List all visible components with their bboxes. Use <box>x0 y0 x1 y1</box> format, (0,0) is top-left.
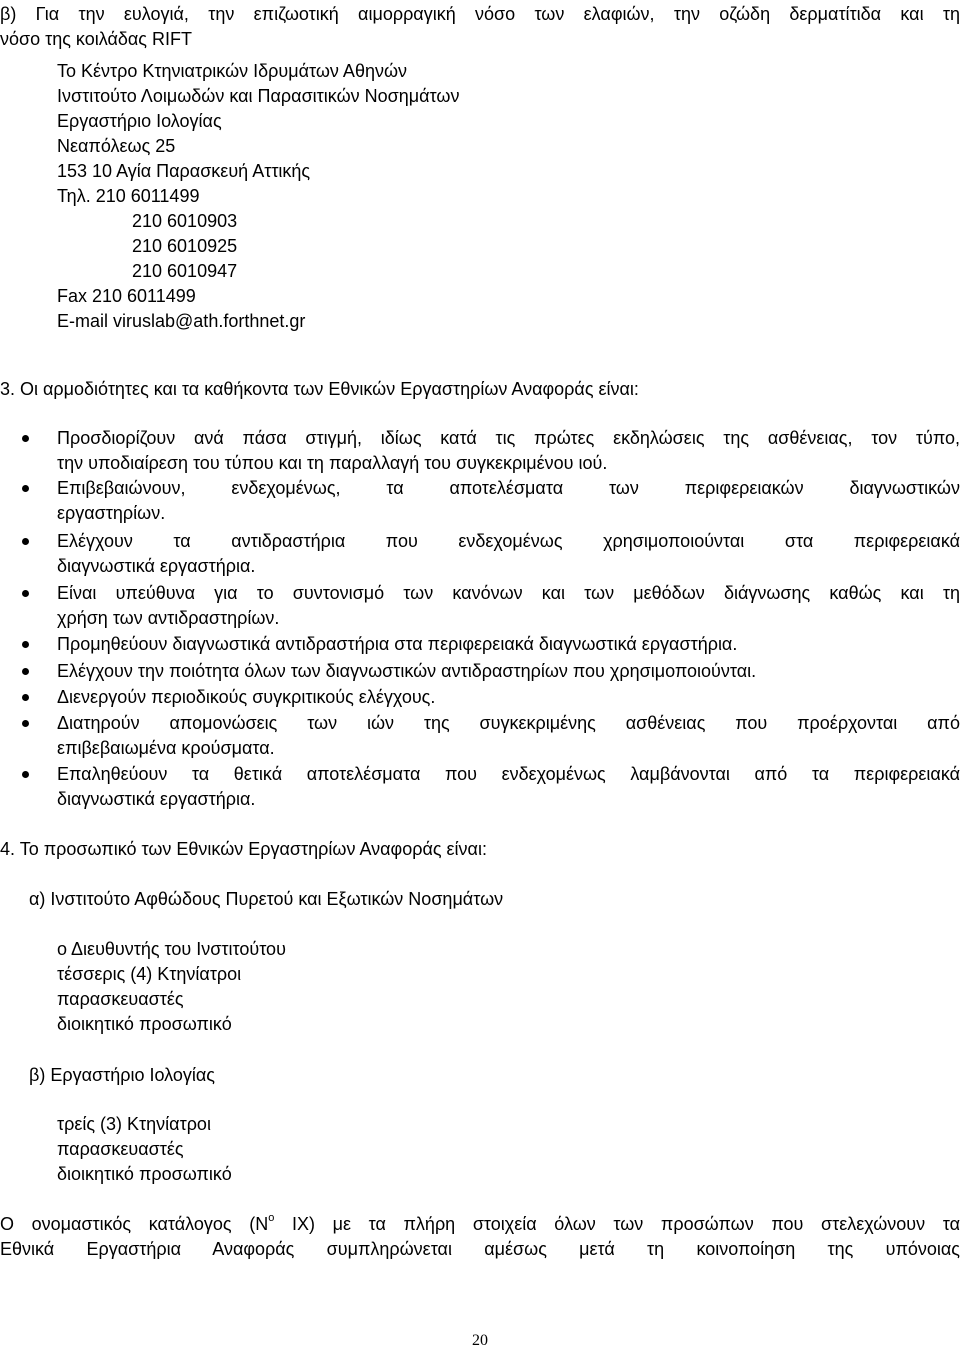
list-item: ο Διευθυντής του Ινστιτούτου <box>57 939 286 959</box>
bullet-icon <box>22 668 29 675</box>
staff-list-beta <box>57 1112 232 1187</box>
address-line: Εργαστήριο Ιολογίας <box>57 111 222 131</box>
bullet-icon <box>22 641 29 648</box>
closing-paragraph-line-2: Εθνικά Εργαστήρια Αναφοράς συμπληρώνεται αμέσως μετά τη κοινοποίηση της υπόνοιας <box>0 1239 960 1259</box>
lab-address-block <box>57 59 459 334</box>
list-item: διοικητικό προσωπικό <box>57 1014 232 1034</box>
closing-paragraph-line-1: Ο ονομαστικός κατάλογος ($N^o$ ΙΧ) με τα πλήρη στοιχεία όλων των προσώπων που στελεχώνουν τα <box>0 1212 960 1234</box>
bullet-icon <box>22 538 29 545</box>
staff-group-beta-title: β) Εργαστήριο Ιολογίας <box>29 1065 215 1085</box>
address-line: 153 10 Αγία Παρασκευή Αττικής <box>57 161 311 181</box>
staff-group-alpha-title: α) Ινστιτούτο Αφθώδους Πυρετού και Εξωτικών Νοσημάτων <box>29 889 504 909</box>
bullet-icon <box>22 435 29 442</box>
list-item: παρασκευαστές <box>57 1139 184 1159</box>
section-4-heading: 4. Το προσωπικό των Εθνικών Εργαστηρίων Αναφοράς είναι: <box>0 839 487 859</box>
list-item: παρασκευαστές <box>57 989 184 1009</box>
section-3-heading: 3. Οι αρμοδιότητες και τα καθήκοντα των Εθνικών Εργαστηρίων Αναφοράς είναι: <box>0 379 639 399</box>
phone-line: Τηλ. 210 6011499 <box>57 186 200 206</box>
bullet-icon <box>22 720 29 727</box>
list-item: διοικητικό προσωπικό <box>57 1164 232 1184</box>
bullet-icon <box>22 771 29 778</box>
email-line: E-mail viruslab@ath.forthnet.gr <box>57 311 306 331</box>
phone-line: 210 6010903 <box>132 211 238 231</box>
intro-line-1: β) Για την ευλογιά, την επιζωοτική αιμορραγική νόσο των ελαφιών, την οζώδη δερματίτιδα και τη <box>0 4 960 24</box>
page-number: 20 <box>472 1332 488 1349</box>
fax-line: Fax 210 6011499 <box>57 286 196 306</box>
bullet-icon <box>22 485 29 492</box>
intro-line-2: νόσο της κοιλάδας RIFT <box>0 29 192 49</box>
address-line: Ινστιτούτο Λοιμωδών και Παρασιτικών Νοσημάτων <box>57 86 460 106</box>
document-page: β) Για την ευλογιά, την επιζωοτική αιμορραγική νόσο των ελαφιών, την οζώδη δερματίτιδα και τη νόσο της κοιλάδας RIFT Το Κέντρο Κτηνιατρικών Ιδρυμάτων Αθηνών Ινστιτούτο Λοιμωδών και Παρασιτικών Νοσημάτων Εργαστήριο Ιολογίας Νεαπόλεως 25 153 10 Αγία Παρασκευή Αττικής Τηλ. 210 6011499 210 6010903 210 6010925 210 6010947 Fax 210 6011499 E-mail viruslab@ath.forthnet.gr 3. Οι αρμοδιότητες και τα καθήκοντα των Εθνικών Εργαστηρίων Αναφοράς είναι: Προσδιορίζουν ανά πάσα στιγμή, ιδίως κατά τις πρώτες εκδηλώσεις της ασθένειας, τον τύπο, την υποδιαίρεση του τύπου και τη παραλλαγή του συγκεκριμένου ιού. Επιβεβαιώνουν, ενδεχομένως, τα αποτελέσματα των περιφερειακών διαγνωστικών εργαστηρίων. Ελέγχουν τα αντιδραστήρια που ενδεχομένως χρησιμοποιούνται στα περιφερειακά διαγνωστικά εργαστήρια. Είναι υπεύθυνα για το συντονισμό των κανόνων και των μεθόδων διάγνωσης καθώς και τη χρήση των αντιδραστηρίων. Προμηθεύουν διαγνωστικά αντιδραστήρια στα περιφερειακά διαγνωστικά εργαστήρια. Ελέγχουν την ποιότητα όλων των διαγνωστικών αντιδραστηρίων που χρησιμοποιούνται. Διενεργούν περιοδικούς συγκριτικούς ελέγχους. Διατηρούν απομονώσεις των ιών της συγκεκριμένης ασθένειας που προέρχονται από επιβεβαιωμένα κρούσματα. Επαληθεύουν τα θετικά αποτελέσματα που ενδεχομένως λαμβάνονται από τα περιφερειακά διαγνωστικά εργαστήρια. 4. Το προσωπικό των Εθνικών Εργαστηρίων Αναφοράς είναι: α) Ινστιτούτο Αφθώδους Πυρετού και Εξωτικών Νοσημάτων ο Διευθυντής του Ινστιτούτου τέσσερις (4) Κτηνίατροι παρασκευαστές διοικητικό προσωπικό β) Εργαστήριο Ιολογίας τρείς (3) Κτηνίατροι παρασκευαστές διοικητικό προσωπικό Ο ονομαστικός κατάλογος ($N^o$ ΙΧ) με τα πλήρη στοιχεία όλων των προσώπων που στελεχώνουν τα Εθνικά Εργαστήρια Αναφοράς συμπληρώνεται αμέσως μετά τη κοινοποίηση της υπόνοιας 20 <box>0 0 960 1347</box>
bullet-icon <box>22 590 29 597</box>
list-item: τέσσερις (4) Κτηνίατροι <box>57 964 242 984</box>
staff-list-alpha <box>57 937 286 1037</box>
bullet-icon <box>22 694 29 701</box>
phone-line: 210 6010947 <box>132 261 238 281</box>
address-line: Νεαπόλεως 25 <box>57 136 176 156</box>
list-item: τρείς (3) Κτηνίατροι <box>57 1114 211 1134</box>
address-line: Το Κέντρο Κτηνιατρικών Ιδρυμάτων Αθηνών <box>57 61 408 81</box>
phone-line: 210 6010925 <box>132 236 238 256</box>
